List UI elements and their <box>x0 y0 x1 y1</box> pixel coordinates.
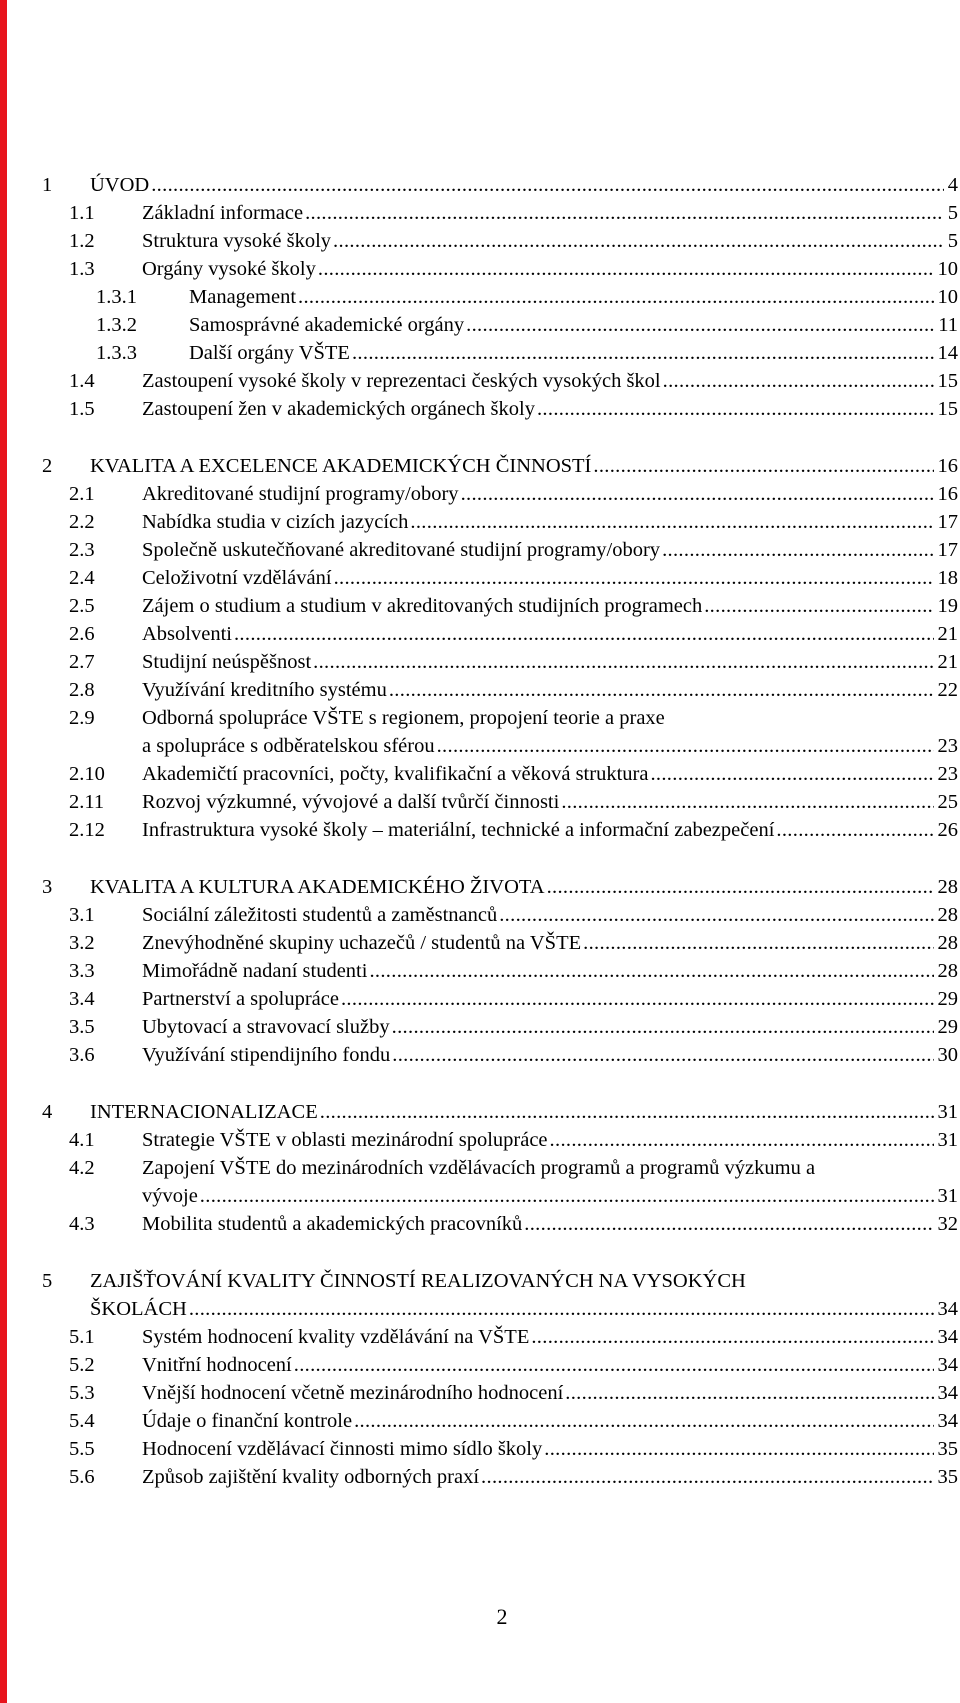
toc-entry-page: 15 <box>937 398 958 420</box>
toc-entry-title: Údaje o finanční kontrole <box>142 1410 353 1432</box>
toc-entry-line <box>142 676 958 704</box>
toc-entry-body <box>142 564 958 592</box>
toc-entry-number: 3.5 <box>69 1016 95 1038</box>
toc-entry-page: 28 <box>937 932 958 954</box>
section-spacer <box>42 423 958 452</box>
dot-leader <box>316 255 934 283</box>
toc-entry-title: Ubytovací a stravovací služby <box>142 1016 390 1038</box>
toc-entry-page: 31 <box>937 1129 958 1151</box>
toc-entry-line <box>142 957 958 985</box>
toc-entry-number: 2.4 <box>69 567 95 589</box>
dot-leader <box>387 676 934 704</box>
dot-leader <box>408 508 933 536</box>
toc-entry-number: 1.3.1 <box>96 286 137 308</box>
toc-entry-line <box>142 199 958 227</box>
toc-entry[interactable] <box>42 873 958 901</box>
dot-leader <box>563 1379 933 1407</box>
toc-entry-title: Celoživotní vzdělávání <box>142 567 332 589</box>
toc-entry-title: ZAJIŠŤOVÁNÍ KVALITY ČINNOSTÍ REALIZOVANÝCH NA VYSOKÝCH <box>90 1270 746 1292</box>
toc-entry-number: 3.2 <box>69 932 95 954</box>
toc-entry-body <box>142 648 958 676</box>
toc-entry-line <box>142 536 958 564</box>
toc-entry-body <box>142 199 958 227</box>
section-spacer <box>42 1069 958 1098</box>
dot-leader <box>559 788 933 816</box>
toc-entry-line <box>142 816 958 844</box>
toc-entry-line <box>189 283 958 311</box>
toc-entry[interactable] <box>42 1435 958 1463</box>
toc-entry-page: 23 <box>937 763 958 785</box>
dot-leader <box>702 592 933 620</box>
toc-entry-page: 35 <box>937 1438 958 1460</box>
toc-entry-number: 3 <box>42 876 53 898</box>
toc-entry-line <box>189 339 958 367</box>
dot-leader <box>661 367 934 395</box>
toc-entry-number: 2.1 <box>69 483 95 505</box>
toc-entry-number: 4.3 <box>69 1213 95 1235</box>
toc-entry-title: Zájem o studium a studium v akreditovaných studijních programech <box>142 595 703 617</box>
toc-entry-title: Absolventi <box>142 623 232 645</box>
toc-entry-page: 5 <box>947 202 958 224</box>
toc-entry-body <box>142 1407 958 1435</box>
dot-leader <box>367 957 933 985</box>
toc-entry-title: Využívání stipendijního fondu <box>142 1044 391 1066</box>
toc-entry-number: 2.2 <box>69 511 95 533</box>
toc-entry-title: Orgány vysoké školy <box>142 258 316 280</box>
dot-leader <box>464 311 934 339</box>
toc-entry-number: 5.6 <box>69 1466 95 1488</box>
dot-leader <box>311 648 933 676</box>
toc-entry-page: 21 <box>937 623 958 645</box>
toc-entry-page: 32 <box>937 1213 958 1235</box>
toc-entry-body <box>142 788 958 816</box>
toc-entry-page: 34 <box>937 1298 958 1320</box>
toc-entry[interactable] <box>42 536 958 564</box>
toc-entry-body <box>142 1041 958 1069</box>
toc-entry-body <box>90 1267 958 1323</box>
toc-entry-page: 30 <box>937 1044 958 1066</box>
toc-entry-body <box>189 283 958 311</box>
toc-entry-line <box>142 367 958 395</box>
toc-entry-title: Vnitřní hodnocení <box>142 1354 292 1376</box>
toc-entry[interactable] <box>42 1379 958 1407</box>
toc-entry-number: 2 <box>42 455 53 477</box>
toc-entry-title: Samosprávné akademické orgány <box>189 314 465 336</box>
toc-entry-body <box>142 1351 958 1379</box>
toc-entry-body <box>90 1098 958 1126</box>
dot-leader <box>497 901 933 929</box>
section-spacer <box>42 844 958 873</box>
toc-entry-page: 15 <box>937 370 958 392</box>
toc-entry[interactable] <box>42 648 958 676</box>
toc-entry-title: Využívání kreditního systému <box>142 679 387 701</box>
toc-entry[interactable] <box>42 564 958 592</box>
toc-entry[interactable] <box>42 620 958 648</box>
toc-entry-body <box>142 1154 958 1210</box>
toc-entry-title: Zapojení VŠTE do mezinárodních vzdělávacích programů a programů výzkumu a <box>142 1157 816 1179</box>
toc-entry-number: 4.1 <box>69 1129 95 1151</box>
toc-entry[interactable] <box>42 788 958 816</box>
toc-entry-body <box>142 760 958 788</box>
toc-entry-line <box>142 760 958 788</box>
toc-entry-body <box>142 227 958 255</box>
toc-entry-number: 1.3.3 <box>96 342 137 364</box>
toc-entry-line <box>90 1295 958 1323</box>
toc-entry-title: Rozvoj výzkumné, vývojové a další tvůrčí činnosti <box>142 791 560 813</box>
toc-entry-page: 16 <box>937 483 958 505</box>
toc-entry[interactable] <box>42 311 958 339</box>
toc-entry[interactable] <box>42 816 958 844</box>
toc-entry[interactable] <box>42 929 958 957</box>
toc-entry[interactable] <box>42 452 958 480</box>
toc-entry-title: KVALITA A KULTURA AKADEMICKÉHO ŽIVOTA <box>90 876 545 898</box>
toc-entry-page: 28 <box>937 876 958 898</box>
toc-entry[interactable] <box>42 1013 958 1041</box>
toc-entry-title: Systém hodnocení kvality vzdělávání na VŠTE <box>142 1326 530 1348</box>
toc-entry-title: Nabídka studia v cizích jazycích <box>142 511 409 533</box>
toc-entry-number: 4.2 <box>69 1157 95 1179</box>
toc-entry-title: Mobilita studentů a akademických pracovníků <box>142 1213 523 1235</box>
toc-entry-body <box>189 311 958 339</box>
toc-entry-body <box>90 452 958 480</box>
toc-entry-page: 21 <box>937 651 958 673</box>
toc-entry-line <box>142 1013 958 1041</box>
toc-entry-title: Společně uskutečňované akreditované studijní programy/obory <box>142 539 661 561</box>
toc-entry-title: Strategie VŠTE v oblasti mezinárodní spolupráce <box>142 1129 548 1151</box>
toc-entry-number: 2.8 <box>69 679 95 701</box>
dot-leader <box>581 929 933 957</box>
toc-entry-body <box>189 339 958 367</box>
toc-entry-title: ÚVOD <box>90 174 150 196</box>
dot-leader <box>435 732 934 760</box>
toc-entry-number: 1.3.2 <box>96 314 137 336</box>
toc-entry-title: KVALITA A EXCELENCE AKADEMICKÝCH ČINNOSTÍ <box>90 455 592 477</box>
toc-entry-page: 34 <box>937 1410 958 1432</box>
dot-leader <box>318 1098 934 1126</box>
toc-entry-line <box>142 929 958 957</box>
toc-entry-line <box>142 1351 958 1379</box>
dot-leader <box>459 480 934 508</box>
toc-entry-title: Sociální záležitosti studentů a zaměstnanců <box>142 904 498 926</box>
toc-entry[interactable] <box>42 395 958 423</box>
toc-entry-number: 5.3 <box>69 1382 95 1404</box>
toc-entry-number: 1.3 <box>69 258 95 280</box>
toc-entry-page: 10 <box>937 258 958 280</box>
dot-leader <box>660 536 933 564</box>
toc-entry-number: 4 <box>42 1101 53 1123</box>
toc-entry-page: 10 <box>937 286 958 308</box>
toc-entry-page: 22 <box>937 679 958 701</box>
toc-entry-line <box>90 452 958 480</box>
toc-entry-title: Zastoupení žen v akademických orgánech školy <box>142 398 535 420</box>
left-margin-bar <box>0 0 7 1703</box>
dot-leader <box>350 339 934 367</box>
toc-entry-body <box>142 985 958 1013</box>
dot-leader <box>339 985 934 1013</box>
dot-leader <box>352 1407 933 1435</box>
dot-leader <box>390 1013 934 1041</box>
dot-leader <box>522 1210 933 1238</box>
toc-entry[interactable] <box>42 1323 958 1351</box>
dot-leader <box>542 1435 933 1463</box>
dot-leader <box>292 1351 934 1379</box>
toc-entry-line <box>90 873 958 901</box>
toc-entry-page: 14 <box>937 342 958 364</box>
toc-entry-body <box>142 508 958 536</box>
toc-entry-title-continued: ŠKOLÁCH <box>90 1298 187 1320</box>
toc-entry-number: 2.7 <box>69 651 95 673</box>
toc-entry-title: INTERNACIONALIZACE <box>90 1101 318 1123</box>
toc-entry[interactable] <box>42 171 958 199</box>
toc-entry-title: Znevýhodněné skupiny uchazečů / studentů na VŠTE <box>142 932 582 954</box>
toc-entry-line <box>90 1098 958 1126</box>
toc-entry-title: Partnerství a spolupráce <box>142 988 339 1010</box>
toc-entry[interactable] <box>42 592 958 620</box>
toc-entry[interactable] <box>42 480 958 508</box>
toc-entry-line <box>142 1435 958 1463</box>
toc-entry-body <box>142 1463 958 1491</box>
toc-entry[interactable] <box>42 1407 958 1435</box>
toc-entry-body <box>142 1435 958 1463</box>
toc-entry[interactable] <box>42 1126 958 1154</box>
toc-entry-line <box>142 1182 958 1210</box>
dot-leader <box>548 1126 934 1154</box>
toc-entry-line <box>142 1210 958 1238</box>
toc-entry-line <box>142 620 958 648</box>
toc-entry-body <box>142 1323 958 1351</box>
toc-entry-number: 1 <box>42 174 53 196</box>
toc-entry-page: 4 <box>947 174 958 196</box>
toc-entry-line <box>142 508 958 536</box>
toc-entry-body <box>90 873 958 901</box>
toc-entry-title: Vnější hodnocení včetně mezinárodního hodnocení <box>142 1382 564 1404</box>
dot-leader <box>296 283 933 311</box>
toc-entry-body <box>142 901 958 929</box>
toc-entry-page: 25 <box>937 791 958 813</box>
toc-entry[interactable] <box>42 901 958 929</box>
toc-entry-line <box>142 564 958 592</box>
toc-entry-body <box>142 395 958 423</box>
toc-entry[interactable] <box>42 199 958 227</box>
toc-entry-page: 31 <box>937 1101 958 1123</box>
toc-entry-page: 19 <box>937 595 958 617</box>
toc-entry-title: Zastoupení vysoké školy v reprezentaci českých vysokých škol <box>142 370 661 392</box>
toc-entry-line <box>142 592 958 620</box>
toc-entry-page: 28 <box>937 904 958 926</box>
toc-entry[interactable] <box>42 339 958 367</box>
toc-entry-body <box>142 592 958 620</box>
dot-leader <box>479 1463 933 1491</box>
toc-entry-title: Struktura vysoké školy <box>142 230 332 252</box>
dot-leader <box>332 564 934 592</box>
toc-entry-number: 1.2 <box>69 230 95 252</box>
toc-entry[interactable] <box>42 676 958 704</box>
dot-leader <box>529 1323 933 1351</box>
toc-entry-number: 1.5 <box>69 398 95 420</box>
dot-leader <box>331 227 944 255</box>
toc-entry[interactable] <box>42 1210 958 1238</box>
toc-entry-title-continued: vývoje <box>142 1185 198 1207</box>
toc-entry-number: 5.5 <box>69 1438 95 1460</box>
toc-entry[interactable] <box>42 227 958 255</box>
toc-entry-page: 17 <box>937 539 958 561</box>
toc-entry-page: 35 <box>937 1466 958 1488</box>
toc-entry-page: 34 <box>937 1326 958 1348</box>
toc-entry-number: 3.1 <box>69 904 95 926</box>
toc-entry-page: 5 <box>947 230 958 252</box>
toc-entry-line <box>142 732 958 760</box>
toc-entry-page: 28 <box>937 960 958 982</box>
dot-leader <box>232 620 934 648</box>
toc-entry-number: 1.4 <box>69 370 95 392</box>
toc-entry-body <box>142 620 958 648</box>
dot-leader <box>591 452 933 480</box>
toc-entry-body <box>142 704 958 760</box>
dot-leader <box>187 1295 934 1323</box>
toc-entry[interactable] <box>42 957 958 985</box>
toc-entry-page: 17 <box>937 511 958 533</box>
dot-leader <box>198 1182 934 1210</box>
toc-entry-line <box>189 311 958 339</box>
toc-entry-line <box>142 1126 958 1154</box>
toc-entry-number: 3.6 <box>69 1044 95 1066</box>
toc-entry[interactable] <box>42 1098 958 1126</box>
toc-entry-page: 29 <box>937 988 958 1010</box>
toc-entry-line <box>142 227 958 255</box>
toc-entry[interactable] <box>42 1267 958 1323</box>
toc-entry[interactable] <box>42 1463 958 1491</box>
toc-entry-number: 3.3 <box>69 960 95 982</box>
toc-entry[interactable] <box>42 283 958 311</box>
toc-entry-line <box>90 171 958 199</box>
toc-entry-line <box>142 1041 958 1069</box>
toc-entry-title: Odborná spolupráce VŠTE s regionem, propojení teorie a praxe <box>142 707 665 729</box>
toc-entry-title: Hodnocení vzdělávací činnosti mimo sídlo školy <box>142 1438 543 1460</box>
toc-entry[interactable] <box>42 367 958 395</box>
toc-entry-line <box>142 648 958 676</box>
toc-entry-number: 1.1 <box>69 202 95 224</box>
toc-entry-title: Další orgány VŠTE <box>189 342 350 364</box>
toc-entry-title: Management <box>189 286 297 308</box>
table-of-contents <box>42 171 958 1491</box>
toc-entry-page: 26 <box>937 819 958 841</box>
toc-entry-body <box>142 816 958 844</box>
toc-entry-body <box>90 171 958 199</box>
toc-entry-line <box>142 1407 958 1435</box>
toc-entry-line <box>142 480 958 508</box>
toc-entry-title: Studijní neúspěšnost <box>142 651 312 673</box>
toc-entry-number: 5.4 <box>69 1410 95 1432</box>
toc-entry[interactable] <box>42 255 958 283</box>
toc-entry-number: 2.3 <box>69 539 95 561</box>
toc-entry-title: Akademičtí pracovníci, počty, kvalifikační a věková struktura <box>142 763 649 785</box>
toc-entry-line <box>142 1463 958 1491</box>
toc-entry[interactable] <box>42 704 958 760</box>
dot-leader <box>390 1041 933 1069</box>
dot-leader <box>774 816 933 844</box>
toc-entry-page: 29 <box>937 1016 958 1038</box>
toc-entry-number: 5.2 <box>69 1354 95 1376</box>
toc-entry-body <box>142 255 958 283</box>
toc-entry[interactable] <box>42 760 958 788</box>
toc-entry-page: 34 <box>937 1382 958 1404</box>
toc-entry-body <box>142 957 958 985</box>
toc-entry-body <box>142 929 958 957</box>
toc-entry-title: Způsob zajištění kvality odborných praxí <box>142 1466 480 1488</box>
section-spacer <box>42 1238 958 1267</box>
toc-entry-number: 5.1 <box>69 1326 95 1348</box>
toc-entry-page: 23 <box>937 735 958 757</box>
toc-entry[interactable] <box>42 508 958 536</box>
toc-entry-line <box>142 1379 958 1407</box>
toc-entry-page: 31 <box>937 1185 958 1207</box>
dot-leader <box>648 760 933 788</box>
toc-entry-page: 11 <box>938 314 958 336</box>
toc-entry-body <box>142 1013 958 1041</box>
dot-leader <box>535 395 934 423</box>
toc-entry-line <box>142 395 958 423</box>
toc-entry-page: 34 <box>937 1354 958 1376</box>
toc-entry-title-continued: a spolupráce s odběratelskou sférou <box>142 735 435 757</box>
toc-entry-body <box>142 1126 958 1154</box>
toc-entry-title: Mimořádně nadaní studenti <box>142 960 368 982</box>
toc-entry[interactable] <box>42 985 958 1013</box>
toc-entry-number: 2.11 <box>69 791 105 813</box>
toc-entry-body <box>142 1379 958 1407</box>
toc-entry-number: 2.9 <box>69 707 95 729</box>
dot-leader <box>149 171 944 199</box>
toc-entry-body <box>142 367 958 395</box>
toc-entry-number: 2.12 <box>69 819 105 841</box>
toc-entry[interactable] <box>42 1351 958 1379</box>
toc-entry-title: Akreditované studijní programy/obory <box>142 483 459 505</box>
toc-entry-page: 18 <box>937 567 958 589</box>
dot-leader <box>545 873 934 901</box>
toc-entry-line <box>142 788 958 816</box>
toc-entry-body <box>142 536 958 564</box>
toc-entry-line <box>142 255 958 283</box>
toc-entry-number: 2.5 <box>69 595 95 617</box>
toc-entry[interactable] <box>42 1154 958 1210</box>
toc-entry-body <box>142 480 958 508</box>
toc-entry-line <box>142 985 958 1013</box>
page-number: 2 <box>496 1604 508 1629</box>
toc-entry-line <box>142 901 958 929</box>
toc-entry-page: 16 <box>937 455 958 477</box>
toc-entry-title: Infrastruktura vysoké školy – materiální, technické a informační zabezpečení <box>142 819 775 841</box>
toc-entry-body <box>142 676 958 704</box>
toc-entry-body <box>142 1210 958 1238</box>
dot-leader <box>303 199 944 227</box>
toc-entry-number: 2.6 <box>69 623 95 645</box>
toc-entry-line <box>142 1323 958 1351</box>
toc-entry[interactable] <box>42 1041 958 1069</box>
toc-entry-number: 5 <box>42 1270 53 1292</box>
toc-entry-number: 3.4 <box>69 988 95 1010</box>
toc-entry-number: 2.10 <box>69 763 105 785</box>
toc-entry-title: Základní informace <box>142 202 304 224</box>
